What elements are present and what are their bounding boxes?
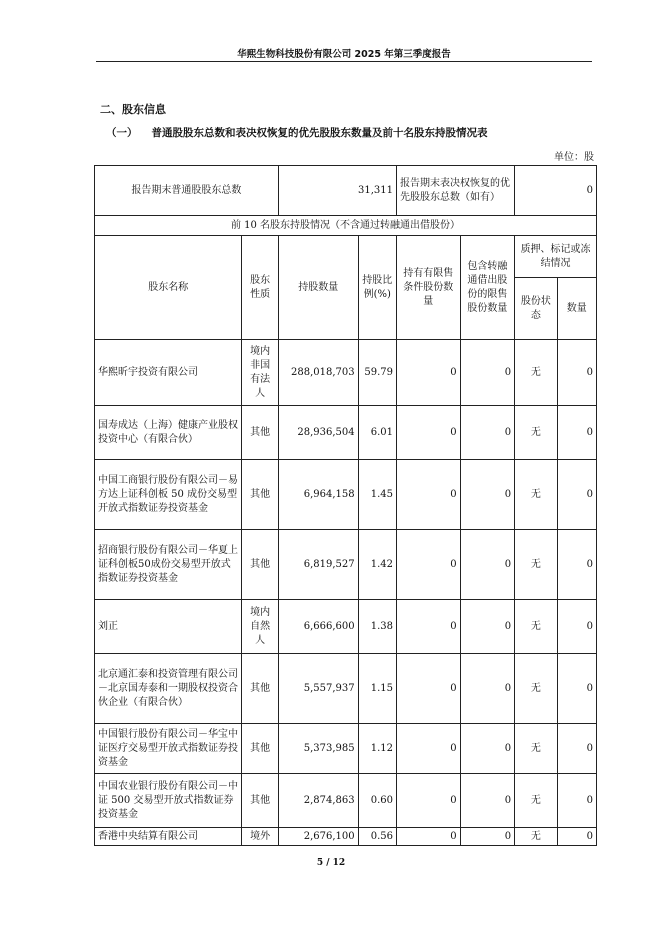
col-header-pledge-group: 质押、标记或冻结情况 xyxy=(515,236,597,278)
shares-held: 288,018,703 xyxy=(278,340,358,406)
shareholder-name: 香港中央结算有限公司 xyxy=(95,828,242,846)
summary-row xyxy=(95,166,597,216)
restricted-lending-shares: 0 xyxy=(460,340,515,406)
common-holders-label: 报告期末普通股股东总数 xyxy=(95,166,279,216)
pledge-status: 无 xyxy=(515,530,557,600)
restricted-lending-shares: 0 xyxy=(460,774,515,828)
shareholder-nature: 其他 xyxy=(242,774,278,828)
col-header-name: 股东名称 xyxy=(95,236,242,340)
top10-title: 前 10 名股东持股情况（不含通过转融通出借股份） xyxy=(95,216,597,236)
pledge-status: 无 xyxy=(515,654,557,724)
pledge-qty: 0 xyxy=(557,828,596,846)
restricted-shares: 0 xyxy=(396,724,460,774)
shares-held: 6,819,527 xyxy=(278,530,358,600)
shares-held: 2,874,863 xyxy=(278,774,358,828)
subsection-number: （一） xyxy=(106,127,138,139)
shareholder-name: 中国银行股份有限公司－华宝中证医疗交易型开放式指数证券投资基金 xyxy=(95,724,242,774)
table-row xyxy=(95,460,597,530)
pledge-status: 无 xyxy=(515,460,557,530)
pledge-qty: 0 xyxy=(557,654,596,724)
holding-ratio: 59.79 xyxy=(358,340,396,406)
col-header-ratio: 持股比例(%) xyxy=(358,236,396,340)
common-holders-value: 31,311 xyxy=(278,166,396,216)
shareholder-name: 国寿成达（上海）健康产业股权投资中心（有限合伙） xyxy=(95,406,242,460)
holding-ratio: 0.56 xyxy=(358,828,396,846)
shareholder-table xyxy=(94,165,597,846)
shareholder-name: 招商银行股份有限公司－华夏上证科创板50成份交易型开放式指数证券投资基金 xyxy=(95,530,242,600)
shareholder-nature: 境内非国有法人 xyxy=(242,340,278,406)
pledge-qty: 0 xyxy=(557,530,596,600)
table-row xyxy=(95,340,597,406)
table-row xyxy=(95,530,597,600)
holding-ratio: 1.38 xyxy=(358,600,396,654)
restricted-shares: 0 xyxy=(396,828,460,846)
subsection-title xyxy=(106,125,488,140)
shareholder-nature: 其他 xyxy=(242,460,278,530)
col-header-restricted: 持有有限售条件股份数量 xyxy=(396,236,460,340)
restricted-lending-shares: 0 xyxy=(460,724,515,774)
shareholder-name: 中国农业银行股份有限公司－中证 500 交易型开放式指数证券投资基金 xyxy=(95,774,242,828)
pledge-status: 无 xyxy=(515,340,557,406)
pledge-status: 无 xyxy=(515,406,557,460)
holding-ratio: 0.60 xyxy=(358,774,396,828)
col-header-pledge-qty: 数量 xyxy=(557,278,596,340)
holding-ratio: 1.15 xyxy=(358,654,396,724)
preferred-holders-value: 0 xyxy=(515,166,597,216)
restricted-shares: 0 xyxy=(396,460,460,530)
page-header-title: 华熙生物科技股份有限公司 2025 年第三季度报告 xyxy=(237,49,451,60)
restricted-lending-shares: 0 xyxy=(460,406,515,460)
table-row xyxy=(95,600,597,654)
restricted-shares: 0 xyxy=(396,406,460,460)
table-row xyxy=(95,724,597,774)
pledge-status: 无 xyxy=(515,774,557,828)
restricted-lending-shares: 0 xyxy=(460,460,515,530)
table-row xyxy=(95,774,597,828)
shares-held: 6,666,600 xyxy=(278,600,358,654)
restricted-lending-shares: 0 xyxy=(460,600,515,654)
shares-held: 6,964,158 xyxy=(278,460,358,530)
pledge-qty: 0 xyxy=(557,340,596,406)
page-number: 5 / 12 xyxy=(316,858,346,868)
pledge-qty: 0 xyxy=(557,460,596,530)
pledge-status: 无 xyxy=(515,600,557,654)
col-header-shares: 持股数量 xyxy=(278,236,358,340)
col-header-nature: 股东性质 xyxy=(242,236,278,340)
header-rule xyxy=(96,61,592,62)
holding-ratio: 6.01 xyxy=(358,406,396,460)
subsection-title-text: 普通股股东总数和表决权恢复的优先股股东数量及前十名股东持股情况表 xyxy=(151,127,488,139)
shareholder-nature: 其他 xyxy=(242,654,278,724)
shares-held: 28,936,504 xyxy=(278,406,358,460)
shareholder-name: 北京通汇泰和投资管理有限公司－北京国寿泰和一期股权投资合伙企业（有限合伙） xyxy=(95,654,242,724)
restricted-shares: 0 xyxy=(396,654,460,724)
restricted-lending-shares: 0 xyxy=(460,654,515,724)
shareholder-nature: 境外 xyxy=(242,828,278,846)
restricted-lending-shares: 0 xyxy=(460,530,515,600)
table-row xyxy=(95,828,597,846)
pledge-qty: 0 xyxy=(557,724,596,774)
restricted-shares: 0 xyxy=(396,774,460,828)
shares-held: 5,557,937 xyxy=(278,654,358,724)
pledge-qty: 0 xyxy=(557,774,596,828)
restricted-shares: 0 xyxy=(396,600,460,654)
shareholder-nature: 其他 xyxy=(242,724,278,774)
header-row-1 xyxy=(95,236,597,278)
shareholder-nature: 境内自然人 xyxy=(242,600,278,654)
table-row xyxy=(95,654,597,724)
restricted-lending-shares: 0 xyxy=(460,828,515,846)
shares-held: 5,373,985 xyxy=(278,724,358,774)
shareholder-name: 中国工商银行股份有限公司－易方达上证科创板 50 成份交易型开放式指数证券投资基金 xyxy=(95,460,242,530)
shareholder-nature: 其他 xyxy=(242,530,278,600)
shareholder-nature: 其他 xyxy=(242,406,278,460)
holding-ratio: 1.45 xyxy=(358,460,396,530)
col-header-restricted-lending: 包含转融通借出股份的限售股份数量 xyxy=(460,236,515,340)
restricted-shares: 0 xyxy=(396,340,460,406)
top10-title-row xyxy=(95,216,597,236)
pledge-status: 无 xyxy=(515,724,557,774)
col-header-pledge-status: 股份状态 xyxy=(515,278,557,340)
section-title: 二、股东信息 xyxy=(100,103,166,116)
pledge-qty: 0 xyxy=(557,406,596,460)
pledge-status: 无 xyxy=(515,828,557,846)
shareholder-name: 刘正 xyxy=(95,600,242,654)
restricted-shares: 0 xyxy=(396,530,460,600)
unit-label: 单位：股 xyxy=(554,152,594,163)
holding-ratio: 1.42 xyxy=(358,530,396,600)
pledge-qty: 0 xyxy=(557,600,596,654)
shares-held: 2,676,100 xyxy=(278,828,358,846)
holding-ratio: 1.12 xyxy=(358,724,396,774)
preferred-holders-label: 报告期末表决权恢复的优先股股东总数（如有） xyxy=(396,166,514,216)
table-row xyxy=(95,406,597,460)
shareholder-name: 华熙昕宇投资有限公司 xyxy=(95,340,242,406)
